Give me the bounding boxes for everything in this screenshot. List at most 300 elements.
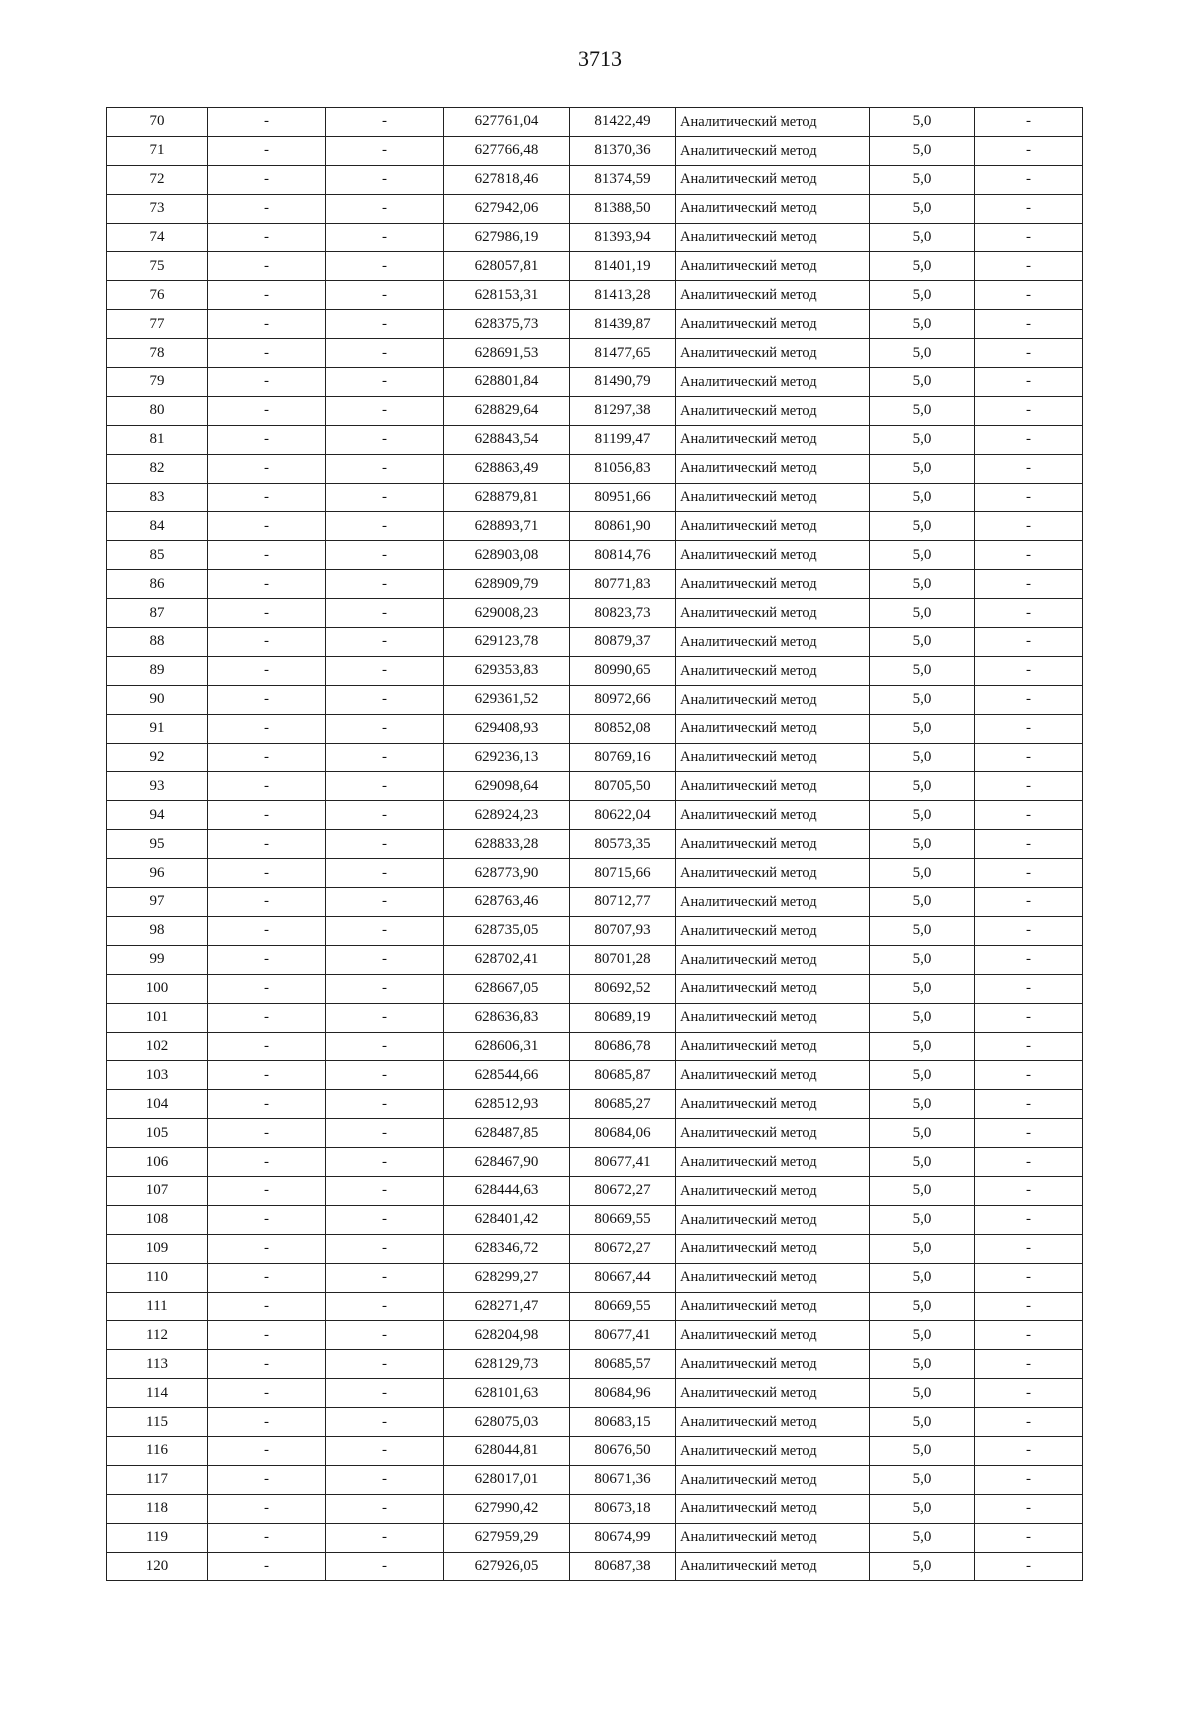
dash-cell: - [208,945,326,974]
method-cell: Аналитический метод [676,1176,870,1205]
dash-cell: - [975,1379,1083,1408]
dash-cell: - [208,859,326,888]
accuracy-cell: 5,0 [870,1523,975,1552]
y-coordinate-cell: 81401,19 [570,252,676,281]
dash-cell: - [208,1321,326,1350]
accuracy-cell: 5,0 [870,310,975,339]
x-coordinate-cell: 628829,64 [444,396,570,425]
table-row [107,599,1083,628]
method-cell: Аналитический метод [676,1552,870,1581]
table-row [107,1061,1083,1090]
dash-cell: - [326,136,444,165]
x-coordinate-cell: 628909,79 [444,570,570,599]
point-number-cell: 77 [107,310,208,339]
point-number-cell: 93 [107,772,208,801]
dash-cell: - [975,165,1083,194]
y-coordinate-cell: 80686,78 [570,1032,676,1061]
x-coordinate-cell: 628017,01 [444,1465,570,1494]
dash-cell: - [975,945,1083,974]
dash-cell: - [975,859,1083,888]
accuracy-cell: 5,0 [870,772,975,801]
dash-cell: - [326,599,444,628]
x-coordinate-cell: 628101,63 [444,1379,570,1408]
dash-cell: - [208,570,326,599]
dash-cell: - [975,108,1083,137]
method-cell: Аналитический метод [676,1465,870,1494]
table-row [107,1494,1083,1523]
x-coordinate-cell: 628636,83 [444,1003,570,1032]
point-number-cell: 79 [107,368,208,397]
dash-cell: - [975,1263,1083,1292]
dash-cell: - [208,772,326,801]
accuracy-cell: 5,0 [870,1061,975,1090]
table-row [107,628,1083,657]
dash-cell: - [975,1523,1083,1552]
y-coordinate-cell: 81477,65 [570,339,676,368]
y-coordinate-cell: 81388,50 [570,194,676,223]
dash-cell: - [975,512,1083,541]
table-row [107,310,1083,339]
y-coordinate-cell: 80667,44 [570,1263,676,1292]
x-coordinate-cell: 628299,27 [444,1263,570,1292]
x-coordinate-cell: 628691,53 [444,339,570,368]
x-coordinate-cell: 629361,52 [444,685,570,714]
method-cell: Аналитический метод [676,1379,870,1408]
dash-cell: - [975,916,1083,945]
x-coordinate-cell: 628833,28 [444,830,570,859]
dash-cell: - [208,714,326,743]
point-number-cell: 120 [107,1552,208,1581]
method-cell: Аналитический метод [676,1090,870,1119]
dash-cell: - [975,396,1083,425]
y-coordinate-cell: 81393,94 [570,223,676,252]
dash-cell: - [208,656,326,685]
dash-cell: - [208,1494,326,1523]
table-row [107,1234,1083,1263]
table-row [107,1090,1083,1119]
dash-cell: - [208,743,326,772]
dash-cell: - [208,310,326,339]
dash-cell: - [975,685,1083,714]
x-coordinate-cell: 628057,81 [444,252,570,281]
dash-cell: - [208,1090,326,1119]
dash-cell: - [326,1263,444,1292]
table-row [107,916,1083,945]
accuracy-cell: 5,0 [870,743,975,772]
dash-cell: - [326,859,444,888]
y-coordinate-cell: 80622,04 [570,801,676,830]
x-coordinate-cell: 628735,05 [444,916,570,945]
method-cell: Аналитический метод [676,772,870,801]
dash-cell: - [975,281,1083,310]
dash-cell: - [975,541,1083,570]
accuracy-cell: 5,0 [870,1292,975,1321]
point-number-cell: 71 [107,136,208,165]
x-coordinate-cell: 629123,78 [444,628,570,657]
dash-cell: - [326,916,444,945]
dash-cell: - [975,1552,1083,1581]
dash-cell: - [975,136,1083,165]
point-number-cell: 73 [107,194,208,223]
dash-cell: - [208,136,326,165]
method-cell: Аналитический метод [676,165,870,194]
dash-cell: - [975,656,1083,685]
point-number-cell: 109 [107,1234,208,1263]
method-cell: Аналитический метод [676,454,870,483]
point-number-cell: 97 [107,888,208,917]
accuracy-cell: 5,0 [870,599,975,628]
accuracy-cell: 5,0 [870,1176,975,1205]
dash-cell: - [208,1119,326,1148]
dash-cell: - [326,1292,444,1321]
dash-cell: - [975,252,1083,281]
dash-cell: - [326,165,444,194]
x-coordinate-cell: 628893,71 [444,512,570,541]
point-number-cell: 95 [107,830,208,859]
dash-cell: - [326,483,444,512]
dash-cell: - [326,1436,444,1465]
dash-cell: - [975,628,1083,657]
x-coordinate-cell: 629236,13 [444,743,570,772]
table-row [107,1552,1083,1581]
method-cell: Аналитический метод [676,1003,870,1032]
table-row [107,541,1083,570]
accuracy-cell: 5,0 [870,859,975,888]
dash-cell: - [975,599,1083,628]
dash-cell: - [975,1061,1083,1090]
y-coordinate-cell: 80669,55 [570,1205,676,1234]
method-cell: Аналитический метод [676,339,870,368]
accuracy-cell: 5,0 [870,656,975,685]
dash-cell: - [975,1350,1083,1379]
method-cell: Аналитический метод [676,1494,870,1523]
dash-cell: - [208,1205,326,1234]
accuracy-cell: 5,0 [870,1552,975,1581]
accuracy-cell: 5,0 [870,801,975,830]
point-number-cell: 78 [107,339,208,368]
point-number-cell: 70 [107,108,208,137]
dash-cell: - [975,1119,1083,1148]
method-cell: Аналитический метод [676,108,870,137]
method-cell: Аналитический метод [676,281,870,310]
table-row [107,1003,1083,1032]
dash-cell: - [975,830,1083,859]
dash-cell: - [208,1061,326,1090]
dash-cell: - [975,1003,1083,1032]
dash-cell: - [326,888,444,917]
dash-cell: - [208,1292,326,1321]
method-cell: Аналитический метод [676,1436,870,1465]
y-coordinate-cell: 80814,76 [570,541,676,570]
point-number-cell: 96 [107,859,208,888]
accuracy-cell: 5,0 [870,1465,975,1494]
accuracy-cell: 5,0 [870,252,975,281]
method-cell: Аналитический метод [676,1350,870,1379]
dash-cell: - [975,1205,1083,1234]
table-row [107,1408,1083,1437]
x-coordinate-cell: 628204,98 [444,1321,570,1350]
accuracy-cell: 5,0 [870,108,975,137]
method-cell: Аналитический метод [676,830,870,859]
accuracy-cell: 5,0 [870,1032,975,1061]
table-row [107,888,1083,917]
point-number-cell: 116 [107,1436,208,1465]
method-cell: Аналитический метод [676,945,870,974]
method-cell: Аналитический метод [676,1061,870,1090]
x-coordinate-cell: 627986,19 [444,223,570,252]
dash-cell: - [326,454,444,483]
method-cell: Аналитический метод [676,368,870,397]
dash-cell: - [975,570,1083,599]
dash-cell: - [326,1465,444,1494]
x-coordinate-cell: 628843,54 [444,425,570,454]
y-coordinate-cell: 80685,57 [570,1350,676,1379]
method-cell: Аналитический метод [676,194,870,223]
table-row [107,512,1083,541]
point-number-cell: 110 [107,1263,208,1292]
point-number-cell: 94 [107,801,208,830]
x-coordinate-cell: 628903,08 [444,541,570,570]
dash-cell: - [208,1350,326,1379]
x-coordinate-cell: 629098,64 [444,772,570,801]
point-number-cell: 118 [107,1494,208,1523]
dash-cell: - [208,281,326,310]
method-cell: Аналитический метод [676,1119,870,1148]
dash-cell: - [208,108,326,137]
point-number-cell: 102 [107,1032,208,1061]
dash-cell: - [208,1436,326,1465]
table-row [107,1292,1083,1321]
table-row [107,1523,1083,1552]
accuracy-cell: 5,0 [870,194,975,223]
point-number-cell: 91 [107,714,208,743]
y-coordinate-cell: 80701,28 [570,945,676,974]
dash-cell: - [326,974,444,1003]
dash-cell: - [208,165,326,194]
method-cell: Аналитический метод [676,859,870,888]
point-number-cell: 75 [107,252,208,281]
dash-cell: - [326,570,444,599]
method-cell: Аналитический метод [676,1205,870,1234]
y-coordinate-cell: 80671,36 [570,1465,676,1494]
dash-cell: - [208,1379,326,1408]
dash-cell: - [326,830,444,859]
dash-cell: - [326,310,444,339]
table-row [107,656,1083,685]
dash-cell: - [975,1321,1083,1350]
dash-cell: - [326,945,444,974]
dash-cell: - [208,916,326,945]
y-coordinate-cell: 81422,49 [570,108,676,137]
method-cell: Аналитический метод [676,801,870,830]
dash-cell: - [208,1523,326,1552]
y-coordinate-cell: 80769,16 [570,743,676,772]
y-coordinate-cell: 80771,83 [570,570,676,599]
table-row [107,1119,1083,1148]
dash-cell: - [208,252,326,281]
dash-cell: - [975,368,1083,397]
y-coordinate-cell: 80573,35 [570,830,676,859]
page-number: 3713 [578,46,622,71]
table-row [107,339,1083,368]
dash-cell: - [975,1234,1083,1263]
accuracy-cell: 5,0 [870,1003,975,1032]
dash-cell: - [326,772,444,801]
table-row [107,396,1083,425]
dash-cell: - [326,1148,444,1177]
x-coordinate-cell: 627959,29 [444,1523,570,1552]
dash-cell: - [326,396,444,425]
point-number-cell: 81 [107,425,208,454]
x-coordinate-cell: 629008,23 [444,599,570,628]
y-coordinate-cell: 80687,38 [570,1552,676,1581]
point-number-cell: 85 [107,541,208,570]
dash-cell: - [208,685,326,714]
accuracy-cell: 5,0 [870,541,975,570]
table-row [107,859,1083,888]
accuracy-cell: 5,0 [870,628,975,657]
y-coordinate-cell: 81490,79 [570,368,676,397]
x-coordinate-cell: 628129,73 [444,1350,570,1379]
accuracy-cell: 5,0 [870,1090,975,1119]
y-coordinate-cell: 81199,47 [570,425,676,454]
accuracy-cell: 5,0 [870,425,975,454]
method-cell: Аналитический метод [676,1263,870,1292]
accuracy-cell: 5,0 [870,1494,975,1523]
point-number-cell: 112 [107,1321,208,1350]
accuracy-cell: 5,0 [870,281,975,310]
x-coordinate-cell: 628544,66 [444,1061,570,1090]
dash-cell: - [975,454,1083,483]
dash-cell: - [326,801,444,830]
point-number-cell: 98 [107,916,208,945]
dash-cell: - [975,223,1083,252]
accuracy-cell: 5,0 [870,223,975,252]
dash-cell: - [326,194,444,223]
dash-cell: - [326,1119,444,1148]
x-coordinate-cell: 628879,81 [444,483,570,512]
point-number-cell: 104 [107,1090,208,1119]
point-number-cell: 89 [107,656,208,685]
dash-cell: - [975,1090,1083,1119]
table-row [107,1148,1083,1177]
method-cell: Аналитический метод [676,1321,870,1350]
dash-cell: - [208,1176,326,1205]
method-cell: Аналитический метод [676,512,870,541]
x-coordinate-cell: 628401,42 [444,1205,570,1234]
x-coordinate-cell: 628375,73 [444,310,570,339]
dash-cell: - [326,1090,444,1119]
y-coordinate-cell: 81413,28 [570,281,676,310]
dash-cell: - [208,541,326,570]
x-coordinate-cell: 628702,41 [444,945,570,974]
y-coordinate-cell: 80823,73 [570,599,676,628]
method-cell: Аналитический метод [676,628,870,657]
accuracy-cell: 5,0 [870,512,975,541]
dash-cell: - [326,541,444,570]
method-cell: Аналитический метод [676,1148,870,1177]
point-number-cell: 113 [107,1350,208,1379]
method-cell: Аналитический метод [676,888,870,917]
y-coordinate-cell: 80669,55 [570,1292,676,1321]
y-coordinate-cell: 81439,87 [570,310,676,339]
dash-cell: - [975,483,1083,512]
dash-cell: - [208,396,326,425]
method-cell: Аналитический метод [676,1408,870,1437]
coordinates-table [106,107,1083,1581]
y-coordinate-cell: 80715,66 [570,859,676,888]
accuracy-cell: 5,0 [870,454,975,483]
y-coordinate-cell: 80879,37 [570,628,676,657]
method-cell: Аналитический метод [676,656,870,685]
x-coordinate-cell: 628863,49 [444,454,570,483]
x-coordinate-cell: 627990,42 [444,1494,570,1523]
dash-cell: - [326,743,444,772]
y-coordinate-cell: 80705,50 [570,772,676,801]
dash-cell: - [326,252,444,281]
dash-cell: - [208,830,326,859]
dash-cell: - [208,599,326,628]
y-coordinate-cell: 80689,19 [570,1003,676,1032]
dash-cell: - [975,888,1083,917]
dash-cell: - [975,1465,1083,1494]
point-number-cell: 108 [107,1205,208,1234]
table-row [107,570,1083,599]
accuracy-cell: 5,0 [870,1148,975,1177]
method-cell: Аналитический метод [676,425,870,454]
point-number-cell: 87 [107,599,208,628]
accuracy-cell: 5,0 [870,339,975,368]
table-row [107,1379,1083,1408]
table-row [107,483,1083,512]
accuracy-cell: 5,0 [870,1379,975,1408]
dash-cell: - [975,974,1083,1003]
y-coordinate-cell: 80852,08 [570,714,676,743]
method-cell: Аналитический метод [676,599,870,628]
x-coordinate-cell: 628763,46 [444,888,570,917]
x-coordinate-cell: 628271,47 [444,1292,570,1321]
dash-cell: - [326,281,444,310]
accuracy-cell: 5,0 [870,165,975,194]
point-number-cell: 117 [107,1465,208,1494]
accuracy-cell: 5,0 [870,916,975,945]
dash-cell: - [208,628,326,657]
dash-cell: - [326,425,444,454]
dash-cell: - [208,454,326,483]
accuracy-cell: 5,0 [870,483,975,512]
dash-cell: - [975,1148,1083,1177]
dash-cell: - [208,512,326,541]
dash-cell: - [208,1032,326,1061]
accuracy-cell: 5,0 [870,888,975,917]
table-row [107,1176,1083,1205]
dash-cell: - [975,1032,1083,1061]
y-coordinate-cell: 80692,52 [570,974,676,1003]
x-coordinate-cell: 629353,83 [444,656,570,685]
table-row [107,1263,1083,1292]
method-cell: Аналитический метод [676,714,870,743]
point-number-cell: 88 [107,628,208,657]
y-coordinate-cell: 81297,38 [570,396,676,425]
table-row [107,1205,1083,1234]
point-number-cell: 76 [107,281,208,310]
table-row [107,1032,1083,1061]
point-number-cell: 86 [107,570,208,599]
table-row [107,974,1083,1003]
accuracy-cell: 5,0 [870,1350,975,1379]
dash-cell: - [975,714,1083,743]
method-cell: Аналитический метод [676,1032,870,1061]
